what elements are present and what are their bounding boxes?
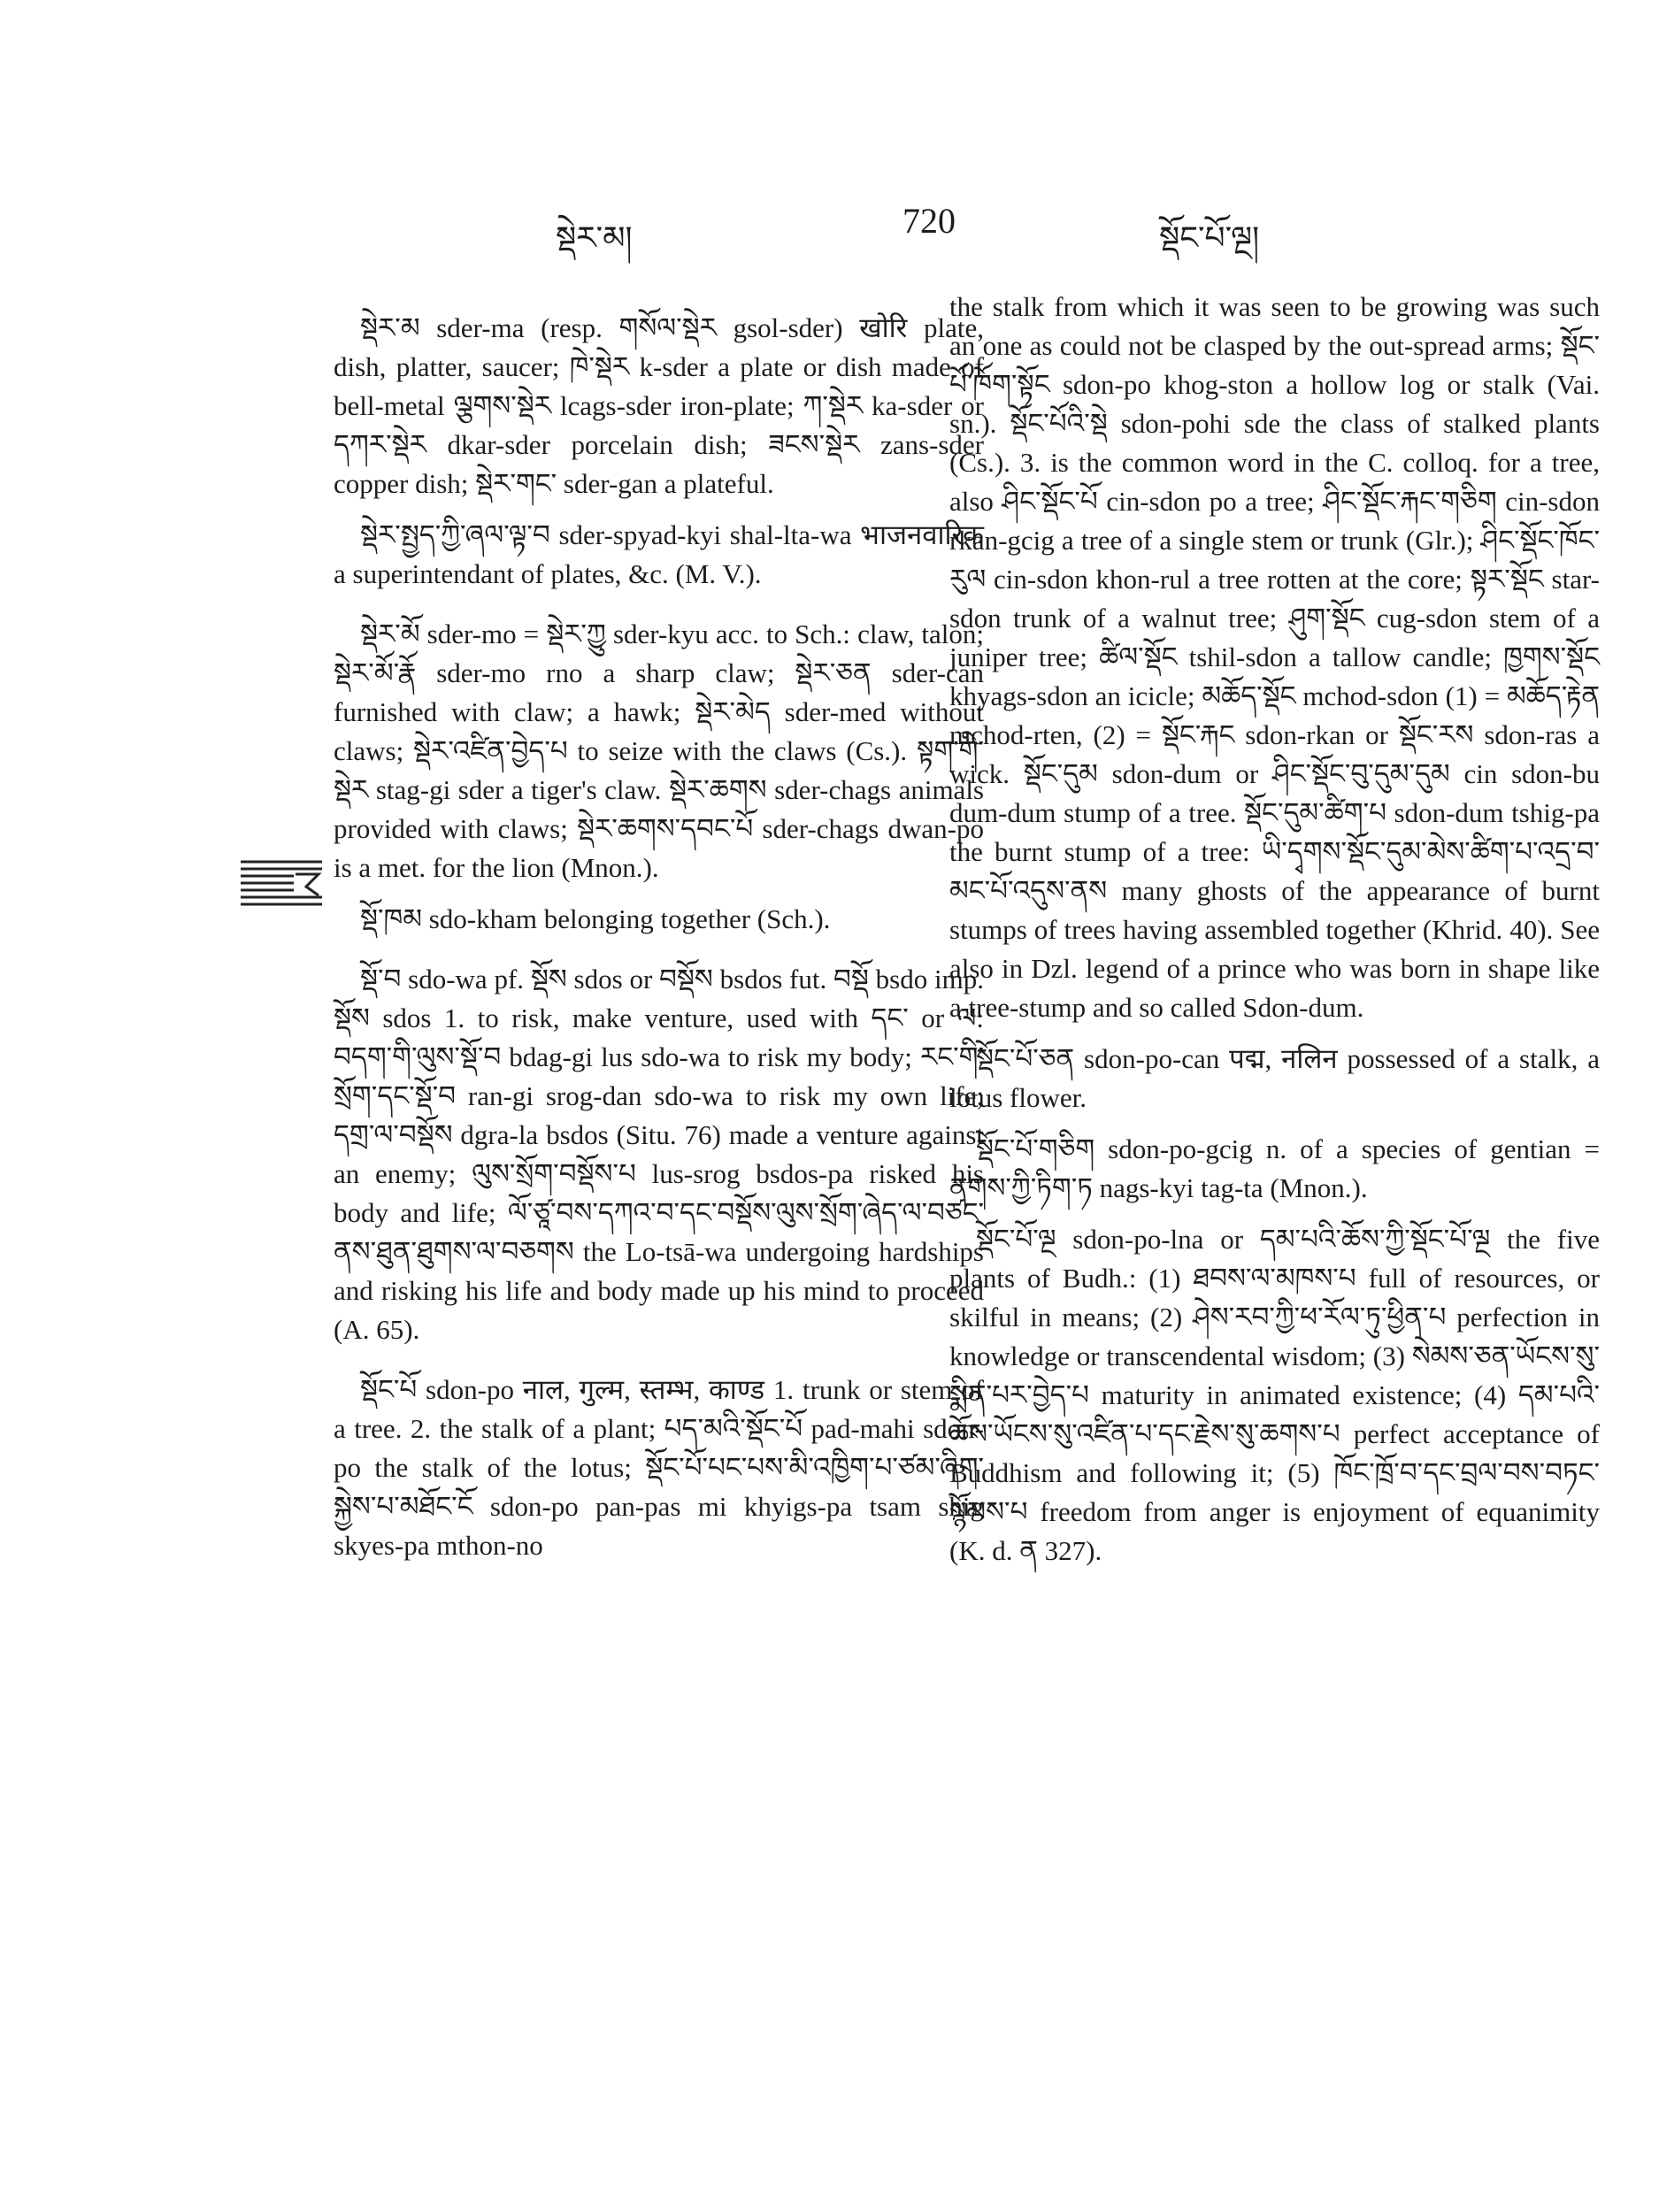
entry-sder-mo: སྡེར་མོ sder-mo = སྡེར་ཀྱུ sder-kyu acc. to Sch.: claw, talon; སྡེར་མོ་རྣོ sder-mo rno a sharp claw; སྡེར་ཅན sder-can furnished with claw; a hawk; སྡེར་མེད sder-med without claws; སྡེར་འཛིན་བྱེད་པ to seize with the claws (Cs.). སྟག་གི་སྡེར stag-gi sder a tiger's claw. སྡེར་ཆགས sder-chags animals provided with claws; སྡེར་ཆགས་དབང་པོ sder-chags dwan-po is a met. for the lion (Mnon.). (334, 618, 984, 883)
entry-sder-spyad: སྡེར་སྤྱད་ཀྱི་ཞལ་ལྟ་བ sder-spyad-kyi shal-lta-wa भाजनवारिक a superintendant of plates, &c. (M. V.). (334, 519, 984, 589)
entry-sdon-po-continued: the stalk from which it was seen to be growing was such an one as could not be clasped by the out-spread arms; སྡོང་པོ་ཁོག་སྟོང sdon-po khog-ston a hollow log or stalk (Vai. sn.). སྡོང་པོའི་སྡེ sdon-pohi sde the class of stalked plants (Cs.). 3. is the common word in the C. colloq. for a tree, also ཤིང་སྡོང་པོ cin-sdon po a tree; ཤིང་སྡོང་རྐང་གཅིག cin-sdon rkan-gcig a tree of a single stem or trunk (Glr.); ཤིང་སྡོང་ཁོང་རུལ cin-sdon khon-rul a tree rotten at the core; སྟར་སྡོང star-sdon trunk of a walnut tree; ཤུག་སྡོང cug-sdon stem of a juniper tree; ཚིལ་སྡོང tshil-sdon a tallow candle; ཁྱགས་སྡོང khyags-sdon an icicle; མཆོད་སྡོང mchod-sdon (1) = མཆོད་རྟེན mchod-rten, (2) = སྡོང་རྐང sdon-rkan or སྡོང་རས sdon-ras a wick. སྡོང་དུམ sdon-dum or ཤིང་སྡོང་བུ་དུམ་དུམ cin sdon-bu dum-dum stump of a tree. སྡོང་དུམ་ཚིག་པ sdon-dum tshig-pa the burnt stump of a tree: ཡི་དྭགས་སྡོང་དུམ་མེས་ཚིག་པ་འདྲ་བ་མང་པོ་འདུས་ནས many ghosts of the appearance of burnt stumps of trees having assembled together (Khrid. 40). See also in Dzl. legend of a prince who was born in shape like a tree-stump and so called Sdon-dum. (949, 291, 1600, 1023)
entry-sder-ma: སྡེར་མ sder-ma (resp. གསོལ་སྡེར gsol-sder) खोरि plate, dish, platter, saucer; ཁེ་སྡེར k-sder a plate or dish made of bell-metal ལྕགས་སྡེར lcags-sder iron-plate; ཀ་སྡེར ka-sder or དཀར་སྡེར dkar-sder porcelain dish; ཟངས་སྡེར zans-sder copper dish; སྡེར་གང་ sder-gan a plateful. (334, 312, 984, 499)
page-number: 720 (902, 201, 956, 241)
right-column (949, 288, 1600, 1583)
left-running-head: སྡེར་མ། (556, 220, 633, 256)
left-column (334, 288, 984, 1578)
entry-sdo-kham: སྡོ་ཁམ sdo-kham belonging together (Sch.). (360, 903, 831, 934)
margin-mark-icon (241, 856, 322, 910)
entry-sdo-wa: སྡོ་བ sdo-wa pf. སྡོས sdos or བསྡོས bsdos fut. བསྡོ bsdo imp. སྡོས sdos 1. to risk, make venture, used with དང་ or ལ: བདག་གི་ལུས་སྡོ་བ bdag-gi lus sdo-wa to risk my body; རང་གི་སྲོག་དང་སྡོ་བ ran-gi srog-dan sdo-wa to risk my own life; དགྲ་ལ་བསྡོས dgra-la bsdos (Situ. 76) made a venture against an enemy; ལུས་སྲོག་བསྡོས་པ lus-srog bsdos-pa risked his body and life; ལོ་ཙཱ་བས་དཀའ་བ་དང་བསྡོས་ལུས་སྲོག་ཞེད་ལ་བཙང་ནས་ཐུན་ཐུགས་ལ་བཅགས the Lo-tsā-wa undergoing hardships and risking his life and body made up his mind to proceed (A. 65). (334, 964, 984, 1345)
right-running-head: སྡོང་པོ་ལྔ། (1159, 220, 1260, 256)
entry-sdon-po-can: སྡོང་པོ་ཅན sdon-po-can पद्म, नलिन possessed of a stalk, a lotus flower. (949, 1043, 1600, 1113)
page-header (0, 202, 1659, 255)
entry-sdon-po: སྡོང་པོ sdon-po नाल, गुल्म, स्तम्भ, काण्ड 1. trunk or stem of a tree. 2. the stalk of a plant; པད་མའི་སྡོང་པོ pad-mahi sdon-po the stalk of the lotus; སྡོང་པོ་པང་པས་མི་འཁྱིག་པ་ཙམ་ཞིག་སྐྱེས་པ་མཐོང་ངོ sdon-po pan-pas mi khyigs-pa tsam shig skyes-pa mthon-no (334, 1374, 984, 1561)
entry-sdon-po-lna: སྡོང་པོ་ལྔ sdon-po-lna or དམ་པའི་ཆོས་ཀྱི་སྡོང་པོ་ལྔ the five plants of Budh.: (1) ཐབས་ལ་མཁས་པ full of resources, or skilful in means; (2) ཤེས་རབ་ཀྱི་ཕ་རོལ་ཏུ་ཕྱིན་པ perfection in knowledge or transcendental wisdom; (3) སེམས་ཅན་ཡོངས་སུ་སྨིན་པར་བྱེད་པ maturity in animated existence; (4) དམ་པའི་ཆོས་ཡོངས་སུ་འཛིན་པ་དང་རྗེས་སུ་ཆགས་པ perfect acceptance of Buddhism and following it; (5) ཁོང་ཁྲོ་བ་དང་བྲལ་བས་བཏང་སྙོམས་པ freedom from anger is enjoyment of equanimity (K. d. ན 327). (949, 1224, 1600, 1566)
entry-sdon-po-gcig: སྡོང་པོ་གཅིག sdon-po-gcig n. of a species of gentian = ནགས་ཀྱི་ཏིག་ཏ nags-kyi tag-ta (Mnon.). (949, 1133, 1600, 1203)
